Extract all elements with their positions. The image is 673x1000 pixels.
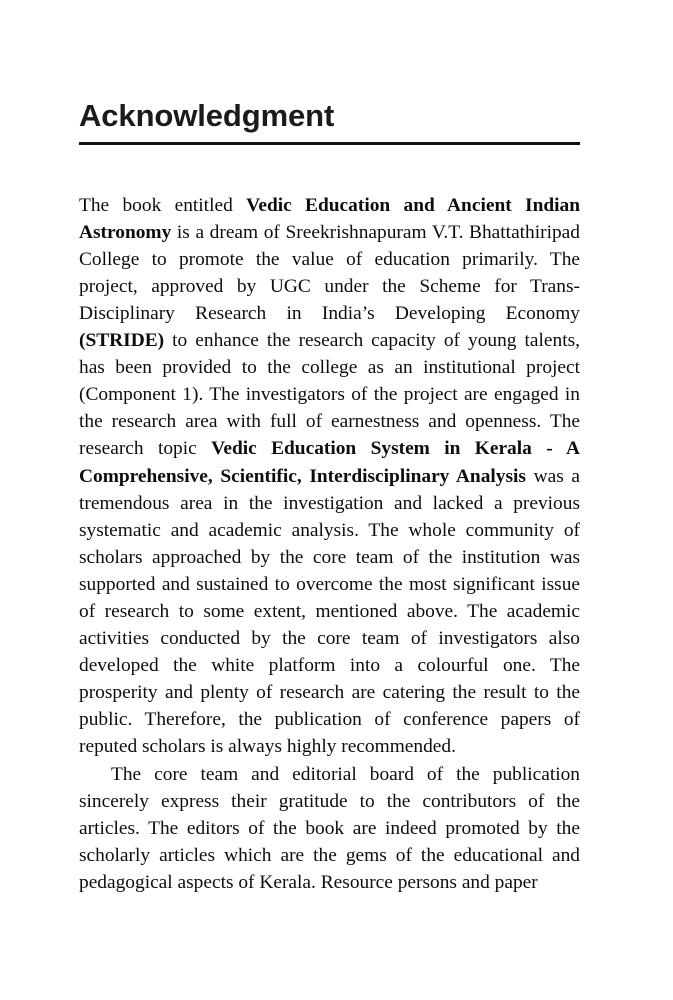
- body-text: [79, 192, 580, 896]
- text-run: The core team and editorial board of the publication sincerely express their gratitude to the contributors of the articles. The editors of the book are indeed promoted by the scholarly articles which are the gems of the educational and pedagogical aspects of Kerala. Resource persons and paper: [79, 763, 580, 893]
- text-run: was a tremendous area in the investigation and lacked a previous systematic and academic analysis. The whole community of scholars approached by the core team of the institution was supported and sustained to overcome the most significant issue of research to some extent, mentioned above. The academic activities conducted by the core team of investigators also developed the white platform into a colourful one. The prosperity and plenty of research are catering the result to the public. Therefore, the publication of conference papers of reputed scholars is always highly recommended.: [79, 465, 580, 758]
- paragraph: [79, 192, 580, 761]
- emphasis-run: Vedic Education and Ancient Indian Astronomy: [79, 194, 581, 243]
- emphasis-run: Vedic Education System in Kerala - A Comprehensive, Scientific, Interdisciplinary Analysis: [79, 438, 580, 487]
- text-run: to enhance the research capacity of young talents, has been provided to the college as an institutional project (Component 1). The investigators of the project are engaged in the research area with full of earnestness and openness. The research topic: [79, 330, 580, 460]
- title-divider: [79, 142, 580, 145]
- text-run: The book entitled: [79, 194, 247, 216]
- paragraph: [79, 761, 580, 896]
- page-title: Acknowledgment: [79, 98, 335, 133]
- text-run: is a dream of Sreekrishnapuram V.T. Bhattathiripad College to promote the value of education primarily. The project, approved by UGC under the Scheme for Trans-Disciplinary Research in India’s Developing Economy: [79, 221, 580, 324]
- emphasis-run: (STRIDE): [79, 330, 165, 352]
- page-content: [79, 0, 580, 896]
